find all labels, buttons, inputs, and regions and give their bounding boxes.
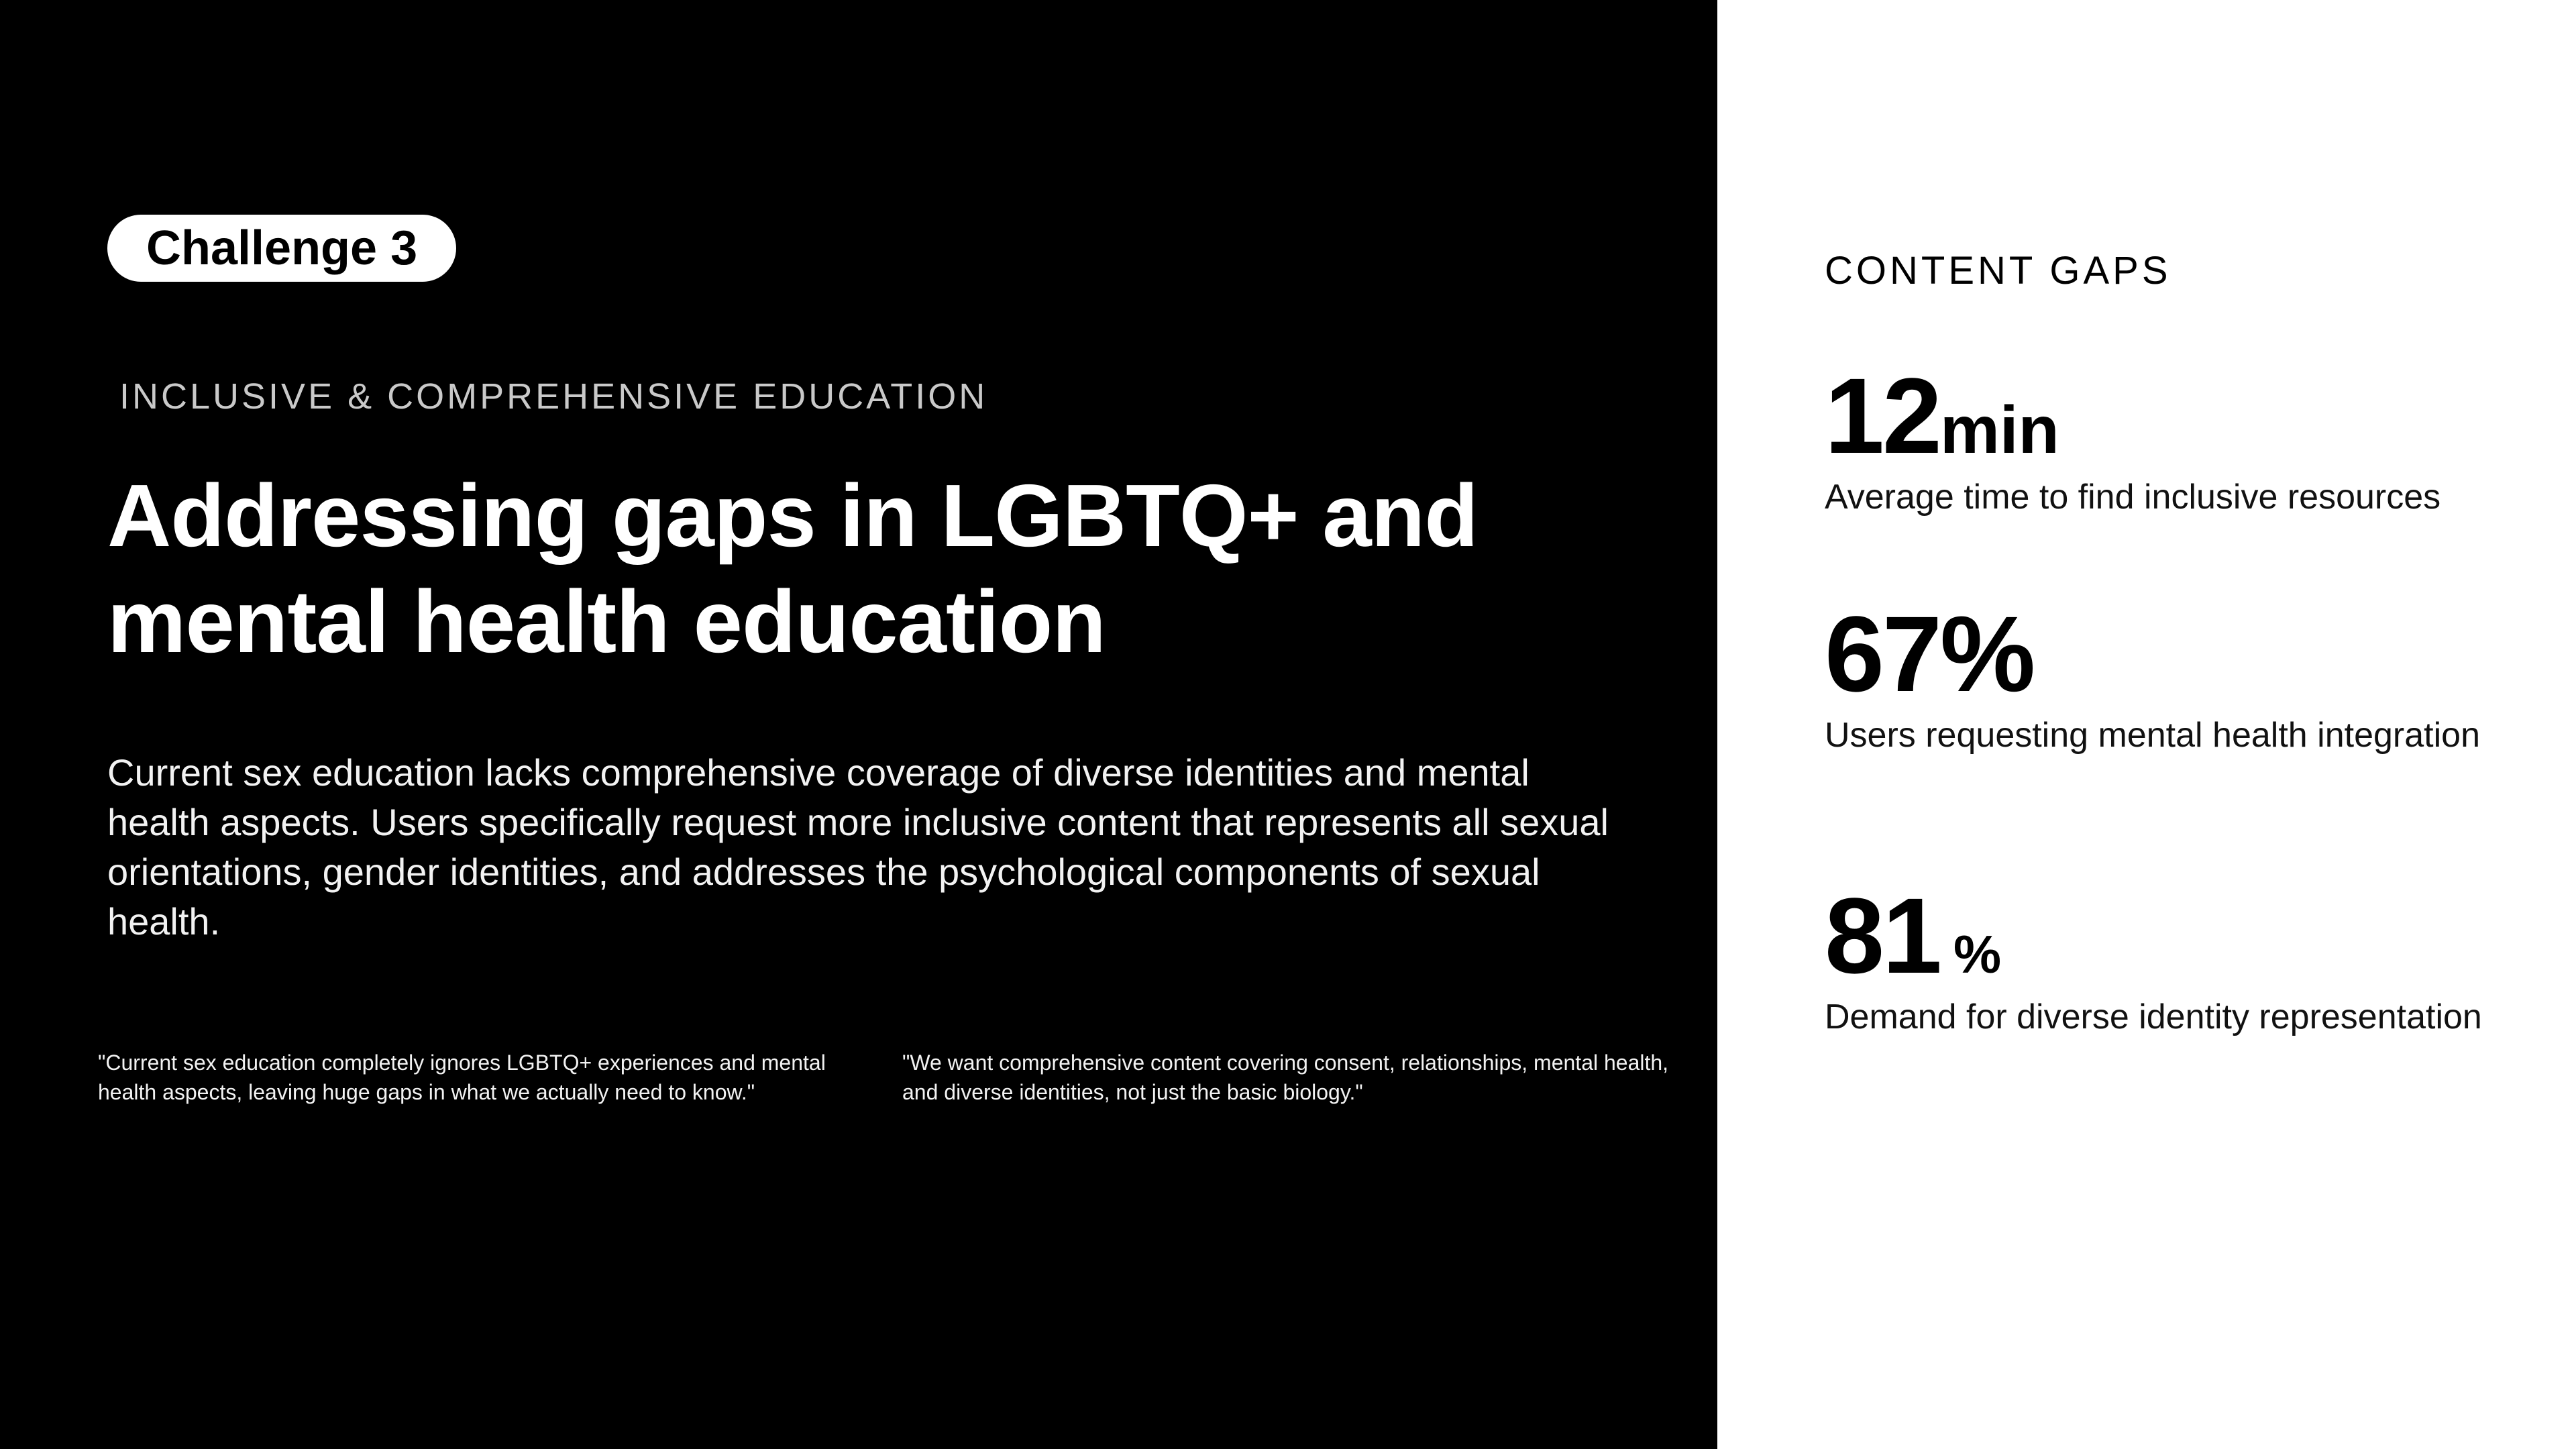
stat-number: 12 <box>1825 356 1940 476</box>
stat-value <box>1825 356 2536 476</box>
stat-number: 81 <box>1825 875 1940 996</box>
stat-value <box>1825 875 2536 996</box>
challenge-badge: Challenge 3 <box>107 215 456 282</box>
page-title <box>107 463 1617 675</box>
section-eyebrow: INCLUSIVE & COMPREHENSIVE EDUCATION <box>119 376 988 417</box>
headline-line-1: Addressing gaps in LGBTQ+ and <box>107 466 1478 565</box>
user-quote-2: "We want comprehensive content covering consent, relationships, mental health, and diverse identities, not just the basic biology." <box>902 1051 1669 1104</box>
content-gaps-title: CONTENT GAPS <box>1825 249 2171 292</box>
headline-line-2: mental health education <box>107 572 1106 671</box>
stat-resource-time <box>1825 356 2536 518</box>
stat-diverse-identity <box>1825 875 2536 1038</box>
stat-label: Users requesting mental health integration <box>1825 716 2481 755</box>
stat-number: 67 <box>1825 594 1940 714</box>
content-gaps-panel <box>1717 0 2576 1449</box>
stat-unit: min <box>1939 392 2059 468</box>
stat-label: Average time to find inclusive resources <box>1825 478 2441 517</box>
challenge-description: Current sex education lacks comprehensive coverage of diverse identities and mental health aspects. Users specifically request more inclusive content that represents all sexual orientations, gender identities, and addresses the psychological components of sexual health. <box>107 751 1609 943</box>
stat-value <box>1825 594 2536 714</box>
stat-label: Demand for diverse identity representation <box>1825 998 2482 1036</box>
stat-unit: % <box>1953 924 2002 984</box>
user-quote-1: "Current sex education completely ignores LGBTQ+ experiences and mental health aspects, leaving huge gaps in what we actually need to know." <box>98 1051 826 1104</box>
stat-unit: % <box>1939 594 2036 714</box>
stat-mental-health <box>1825 594 2536 756</box>
